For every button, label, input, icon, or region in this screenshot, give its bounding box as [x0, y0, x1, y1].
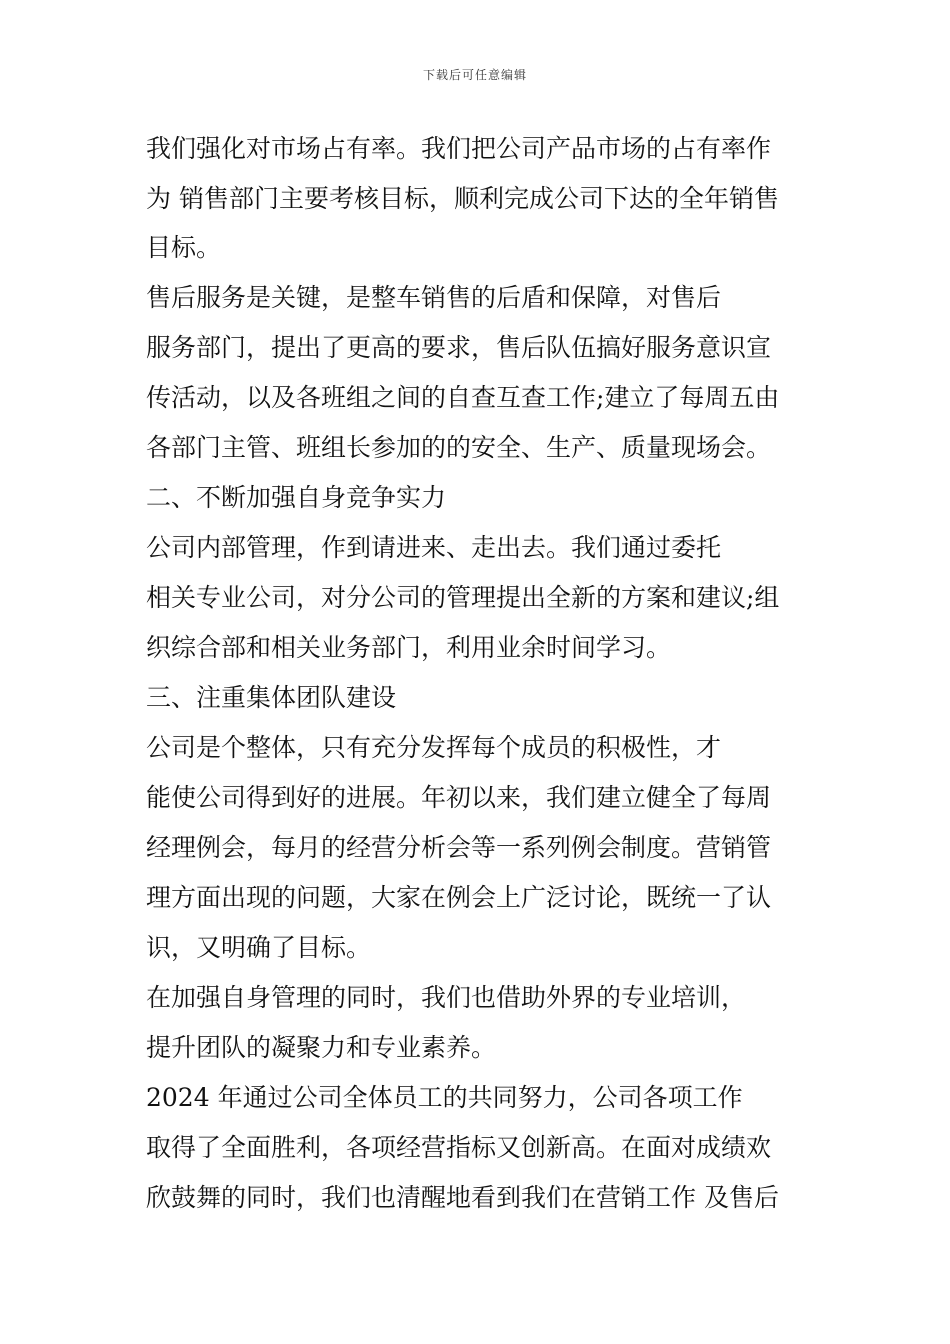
body-text-line: 公司是个整体，只有充分发挥每个成员的积极性，才	[146, 733, 722, 762]
body-text-line: 为 销售部门主要考核目标，顺利完成公司下达的全年销售	[146, 184, 779, 213]
body-text-line: 理方面出现的问题，大家在例会上广泛讨论，既统一了认	[146, 883, 772, 912]
body-text-line: 能使公司得到好的进展。年初以来，我们建立健全了每周	[146, 783, 772, 812]
body-text-line: 在加强自身管理的同时，我们也借助外界的专业培训，	[146, 983, 747, 1012]
body-text-line: 欣鼓舞的同时，我们也清醒地看到我们在营销工作 及售后	[146, 1183, 779, 1212]
body-text-line: 织综合部和相关业务部门，利用业余时间学习。	[146, 633, 672, 662]
body-text-line: 取得了全面胜利，各项经营指标又创新高。在面对成绩欢	[146, 1133, 772, 1162]
body-text-line: 经理例会，每月的经营分析会等一系列例会制度。营销管	[146, 833, 772, 862]
body-text-line: 提升团队的凝聚力和专业素养。	[146, 1033, 497, 1062]
body-text-line: 传活动，以及各班组之间的自查互查工作;建立了每周五由	[146, 383, 780, 412]
body-text-line: 2024 年通过公司全体员工的共同努力，公司各项工作	[146, 1083, 743, 1112]
body-text-line: 目标。	[146, 233, 222, 262]
page-header: 下载后可任意编辑	[422, 68, 527, 82]
body-text-line: 售后服务是关键，是整车销售的后盾和保障，对售后	[146, 283, 722, 312]
body-text-line: 识，又明确了目标。	[146, 933, 372, 962]
body-text-line: 服务部门，提出了更高的要求，售后队伍搞好服务意识宣	[146, 333, 772, 362]
body-text-line: 各部门主管、班组长参加的的安全、生产、质量现场会。	[146, 433, 772, 462]
section-heading: 三、注重集体团队建设	[146, 683, 397, 712]
body-text-line: 相关专业公司，对分公司的管理提出全新的方案和建议;组	[146, 583, 780, 612]
section-heading: 二、不断加强自身竞争实力	[146, 483, 447, 512]
body-text-line: 公司内部管理，作到请进来、走出去。我们通过委托	[146, 533, 722, 562]
body-text-line: 我们强化对市场占有率。我们把公司产品市场的占有率作	[146, 134, 772, 163]
